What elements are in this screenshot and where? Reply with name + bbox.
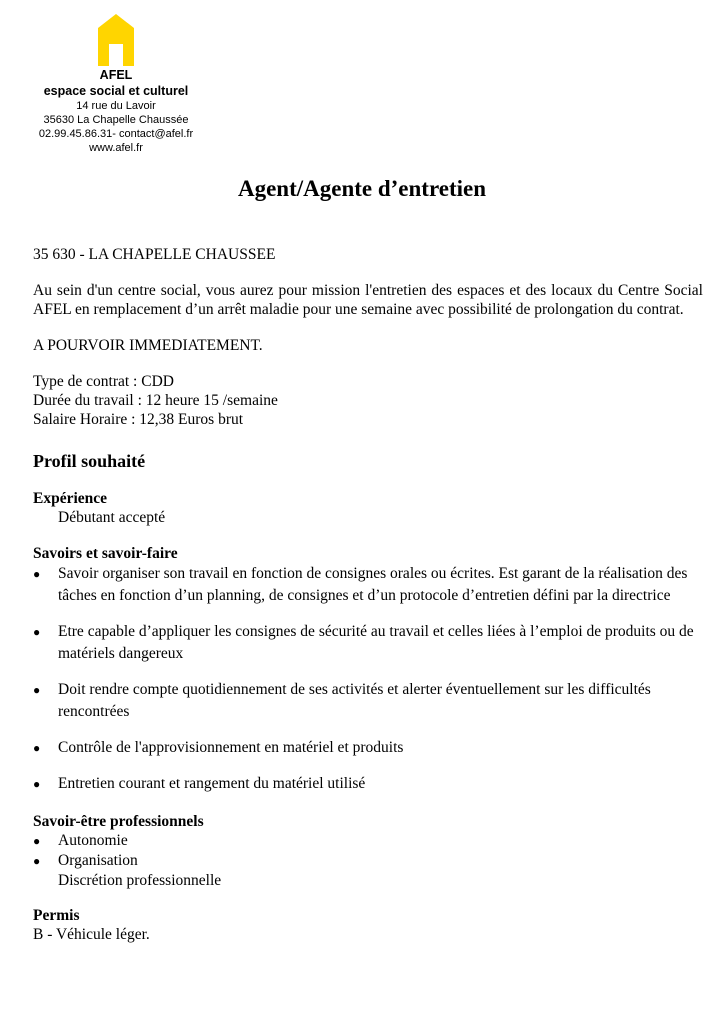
contract-salary: Salaire Horaire : 12,38 Euros brut <box>33 411 244 428</box>
license-section <box>33 906 703 944</box>
list-item: ● Organisation <box>33 852 138 869</box>
soft-skill-extra: Discrétion professionnelle <box>58 872 222 889</box>
list-item: ● Entretien courant et rangement du matériel utilisé <box>33 773 703 795</box>
contract-hours: Durée du travail : 12 heure 15 /semaine <box>33 392 278 409</box>
page-title: Agent/Agente d’entretien <box>237 176 487 201</box>
list-item: ● Doit rendre compte quotidiennement de ses activités et alerter éventuellement sur les difficultés rencontrées <box>33 681 651 720</box>
bullet-icon: ● <box>33 567 41 581</box>
skills-heading: Savoirs et savoir-faire <box>33 545 178 562</box>
experience-section <box>33 489 703 527</box>
profile-heading: Profil souhaité <box>33 451 146 471</box>
bullet-icon: ● <box>33 854 41 868</box>
job-offer-body <box>33 245 703 944</box>
bullet-icon: ● <box>33 834 41 848</box>
soft-skills-list <box>33 831 703 871</box>
org-address: 14 rue du Lavoir <box>76 100 156 112</box>
contract-details <box>33 372 703 429</box>
contract-type: Type de contrat : CDD <box>33 373 174 390</box>
list-item: ● Contrôle de l'approvisionnement en matériel et produits <box>33 737 703 759</box>
org-tagline: espace social et culturel <box>43 84 189 98</box>
org-name: AFEL <box>99 68 133 82</box>
license-heading: Permis <box>33 907 80 924</box>
list-item: ● Autonomie <box>33 832 128 849</box>
experience-value: Débutant accepté <box>58 509 166 526</box>
license-value: B - Véhicule léger. <box>33 926 150 943</box>
org-city: 35630 La Chapelle Chaussée <box>43 114 189 126</box>
org-contact: 02.99.45.86.31- contact@afel.fr <box>38 128 194 140</box>
job-urgency: A POURVOIR IMMEDIATEMENT. <box>33 337 263 354</box>
experience-heading: Expérience <box>33 490 108 507</box>
job-intro: Au sein d'un centre social, vous aurez pour mission l'entretien des espaces et des locaux du Centre Social AFEL en remplacement d’un arrêt maladie pour une semaine avec possibilité de prolongation du contrat. <box>33 282 703 318</box>
bullet-icon: ● <box>33 741 41 755</box>
bullet-icon: ● <box>33 625 41 639</box>
bullet-icon: ● <box>33 777 41 791</box>
bullet-icon: ● <box>33 683 41 697</box>
org-website: www.afel.fr <box>89 142 143 154</box>
skills-list <box>33 563 703 795</box>
list-item: ● Etre capable d’appliquer les consignes de sécurité au travail et celles liées à l’emploi de produits ou de matériels dangereux <box>33 623 694 662</box>
list-item: ● Savoir organiser son travail en fonction de consignes orales ou écrites. Est garant de la réalisation des tâches en fonction d’un planning, de consignes et d’un protocole d’entretien défini par la directrice <box>33 565 688 604</box>
skills-section <box>33 544 703 795</box>
job-location: 35 630 - LA CHAPELLE CHAUSSEE <box>33 246 276 263</box>
house-logo-icon <box>98 14 134 66</box>
soft-skills-section <box>33 812 703 891</box>
letterhead <box>20 14 212 155</box>
soft-skills-heading: Savoir-être professionnels <box>33 813 204 830</box>
